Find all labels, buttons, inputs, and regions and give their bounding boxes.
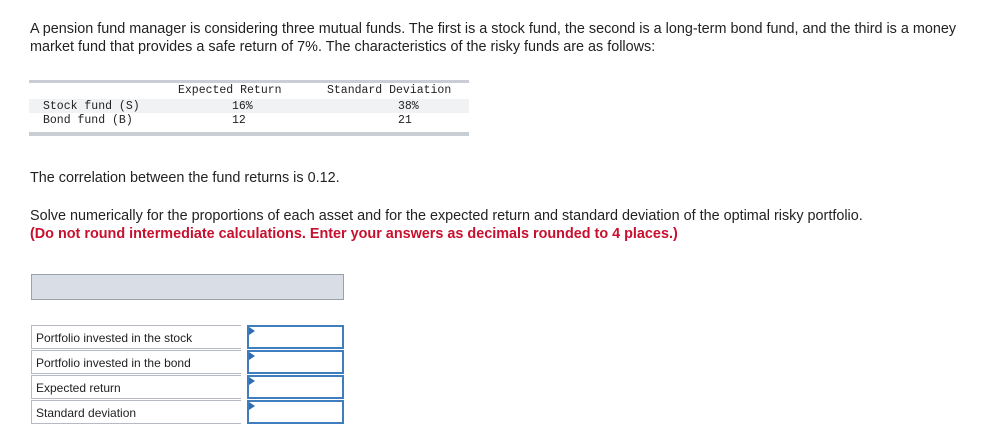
- answer-label: Standard deviation: [31, 400, 241, 424]
- solve-prompt: [30, 207, 970, 243]
- table-header-row: [29, 83, 469, 99]
- fund-name: Stock fund (S): [43, 100, 140, 113]
- fund-standard-deviation: 21: [398, 114, 412, 127]
- solve-text: Solve numerically for the proportions of each asset and for the expected return and standard deviation of the optimal risky portfolio.: [30, 208, 863, 224]
- table-row: [29, 113, 469, 127]
- fund-expected-return: 16%: [232, 100, 253, 113]
- input-flag-icon: [249, 377, 255, 385]
- table-bottom-rule: [29, 132, 469, 136]
- fund-characteristics-table: [29, 80, 469, 136]
- input-flag-icon: [249, 402, 255, 410]
- rounding-instruction: (Do not round intermediate calculations. Enter your answers as decimals rounded to 4 places.): [30, 226, 678, 242]
- answer-input-wrap: [247, 400, 344, 424]
- standard-deviation-input[interactable]: [247, 400, 344, 424]
- answer-row-expected-return: [31, 375, 344, 400]
- problem-intro: A pension fund manager is considering three mutual funds. The first is a stock fund, the second is a long-term bond fund, and the third is a money market fund that provides a safe return of 7%. The characteristics of the risky funds are as follows:: [30, 21, 957, 55]
- stock-proportion-input[interactable]: [247, 325, 344, 349]
- expected-return-header: Expected Return: [178, 84, 282, 97]
- fund-name: Bond fund (B): [43, 114, 133, 127]
- answer-input-wrap: [247, 350, 344, 374]
- answer-row-bond: [31, 350, 344, 375]
- answer-table-header: [31, 274, 344, 300]
- input-flag-icon: [249, 327, 255, 335]
- table-row: [29, 99, 469, 113]
- fund-standard-deviation: 38%: [398, 100, 419, 113]
- answer-label: Portfolio invested in the stock: [31, 325, 241, 349]
- correlation-statement: The correlation between the fund returns is 0.12.: [30, 170, 340, 186]
- fund-expected-return: 12: [232, 114, 246, 127]
- answer-row-stock: [31, 325, 344, 350]
- bond-proportion-input[interactable]: [247, 350, 344, 374]
- standard-deviation-header: Standard Deviation: [327, 84, 452, 97]
- answer-table: [31, 274, 344, 425]
- answer-table-spacer: [31, 300, 344, 325]
- answer-row-standard-deviation: [31, 400, 344, 425]
- answer-input-wrap: [247, 325, 344, 349]
- answer-label: Portfolio invested in the bond: [31, 350, 241, 374]
- answer-label: Expected return: [31, 375, 241, 399]
- answer-input-wrap: [247, 375, 344, 399]
- expected-return-input[interactable]: [247, 375, 344, 399]
- input-flag-icon: [249, 352, 255, 360]
